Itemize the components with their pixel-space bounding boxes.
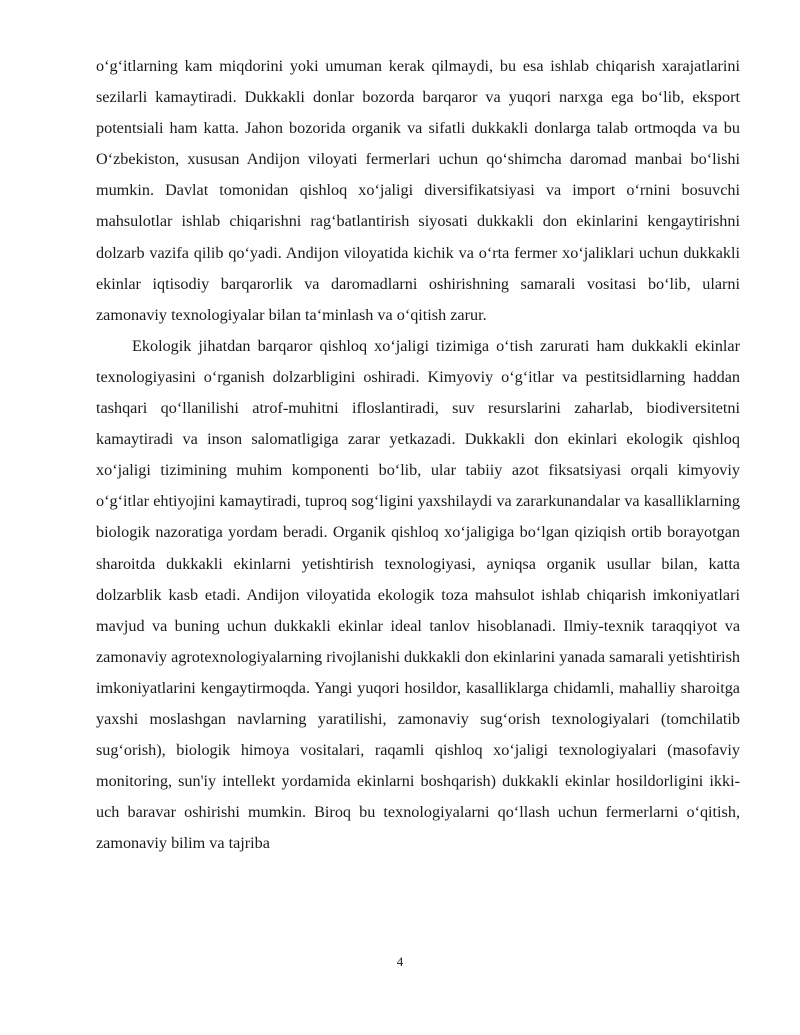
paragraph-continuation: o‘g‘itlarning kam miqdorini yoki umuman kerak qilmaydi, bu esa ishlab chiqarish xarajatlarini sezilarli kamaytiradi. Dukkakli donlar bozorda barqaror va yuqori narxga ega bo‘lib, eksport potentsiali ham katta. Jahon bozorida organik va sifatli dukkakli donlarga talab ortmoqda va bu O‘zbekiston, xususan Andijon viloyati fermerlari uchun qo‘shimcha daromad manbai bo‘lishi mumkin. Davlat tomonidan qishloq xo‘jaligi diversifikatsiyasi va import o‘rnini bosuvchi mahsulotlar ishlab chiqarishni rag‘batlantirish siyosati dukkakli don ekinlarini kengaytirishni dolzarb vazifa qilib qo‘yadi. Andijon viloyatida kichik va o‘rta fermer xo‘jaliklari uchun dukkakli ekinlar iqtisodiy barqarorlik va daromadlarni oshirishning samarali vositasi bo‘lib, ularni zamonaviy texnologiyalar bilan ta‘minlash va o‘qitish zarur. [96,57,740,324]
body-text [96,51,740,859]
paragraph-ecological: Ekologik jihatdan barqaror qishloq xo‘jaligi tizimiga o‘tish zarurati ham dukkakli ekinlar texnologiyasini o‘rganish dolzarbligini oshiradi. Kimyoviy o‘g‘itlar va pestitsidlarning haddan tashqari qo‘llanilishi atrof-muhitni ifloslantiradi, suv resurslarini zaharlab, biodiversitetni kamaytiradi va inson salomatligiga zarar yetkazadi. Dukkakli don ekinlari ekologik qishloq xo‘jaligi tizimining muhim komponenti bo‘lib, ular tabiiy azot fiksatsiyasi orqali kimyoviy o‘g‘itlar ehtiyojini kamaytiradi, tuproq sog‘ligini yaxshilaydi va zararkunandalar va kasalliklarning biologik nazoratiga yordam beradi. Organik qishloq xo‘jaligiga bo‘lgan qiziqish ortib borayotgan sharoitda dukkakli ekinlarni yetishtirish texnologiyasi, ayniqsa organik usullar bilan, katta dolzarblik kasb etadi. Andijon viloyatida ekologik toza mahsulot ishlab chiqarish imkoniyatlari mavjud va buning uchun dukkakli ekinlar ideal tanlov hisoblanadi. Ilmiy-texnik taraqqiyot va zamonaviy agrotexnologiyalarning rivojlanishi dukkakli don ekinlarini yanada samarali yetishtirish imkoniyatlarini kengaytirmoqda. Yangi yuqori hosildor, kasalliklarga chidamli, mahalliy sharoitga yaxshi moslashgan navlarning yaratilishi, zamonaviy sug‘orish texnologiyalari (tomchilatib sug‘orish), biologik himoya vositalari, raqamli qishloq xo‘jaligi texnologiyalari (masofaviy monitoring, sun'iy intellekt yordamida ekinlarni boshqarish) dukkakli ekinlar hosildorligini ikki-uch baravar oshirishi mumkin. Biroq bu texnologiyalarni qo‘llash uchun fermerlarni o‘qitish, zamonaviy bilim va tajriba [96,336,740,853]
page-number: 4 [396,954,404,969]
